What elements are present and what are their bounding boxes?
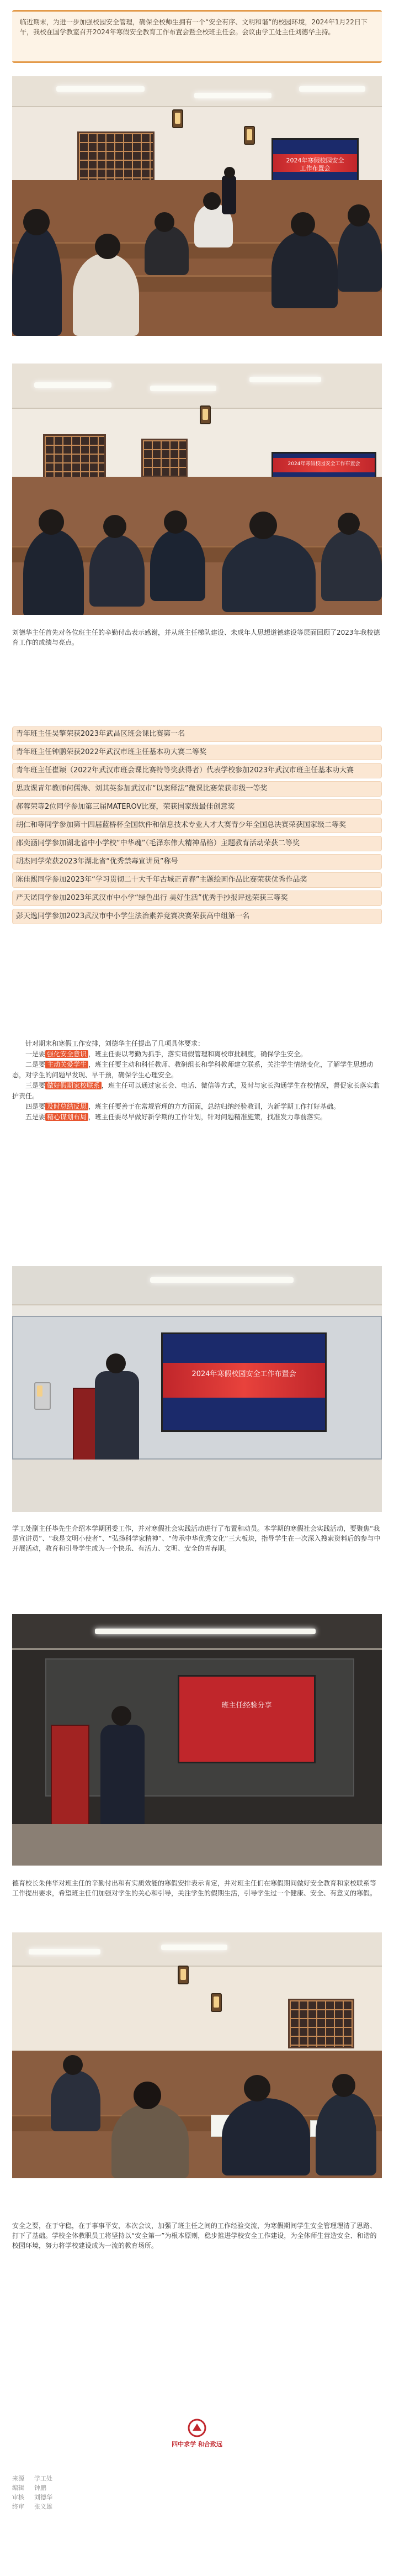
- credit-row: 终审 张义雄: [12, 2503, 52, 2510]
- requirement-item: 二是要 主动关爱学生 ，班主任要主动和科任教师、教研组长和学科教师建立联系，关注学生情绪变化，了解学生思想动态，对学生的问题早发现、早干预，确保学生心理安全。: [12, 1061, 374, 1079]
- caption-1-text: 刘德华主任首先对各位班主任的辛勤付出表示感谢，并从班主任梯队建设、未成年人思想道德建设等层面回顾了2023年我校德育工作的成绩与亮点。: [12, 629, 380, 646]
- intro-text: 临近期末，为进一步加强校园安全管理，确保全校师生拥有一个“安全有序、文明和谐”的校园环境，2024年1月22日下午，我校在国学教室召开2024年寒假安全教育工作布置会暨全校班主任会。会议由学工处主任刘德华主持。: [20, 18, 368, 36]
- highlight-tag: 主动关爱学生: [45, 1061, 88, 1068]
- screen-title-4: 班主任经验分享: [221, 1701, 272, 1710]
- award-item: 邵奕涵同学参加湖北省中小学校“中华魂”（毛泽东伟大精神品格）主题教育活动荣获二等奖: [12, 836, 382, 851]
- meeting-photo-3: [12, 1266, 382, 1512]
- logo-slogan: 四中求学 和合致远: [172, 2441, 222, 2448]
- requirements-intro: 针对期末和寒假工作安排，刘德华主任提出了几项具体要求：: [25, 1040, 205, 1047]
- award-item: 彭天逸同学参加2023武汉市中小学生法治素养竞赛决赛荣获高中组第一名: [12, 909, 382, 924]
- screen-title-2: 2024年寒假校园安全工作布置会: [287, 461, 360, 467]
- screen-title-3: 2024年寒假校园安全工作布置会: [191, 1370, 296, 1379]
- credit-row: 编辑 钟鹏: [12, 2484, 46, 2491]
- credit-row: 来源 学工处: [12, 2475, 52, 2482]
- requirements-section: [12, 1039, 382, 1123]
- credit-row: 审核 刘德华: [12, 2494, 52, 2501]
- caption-4: [12, 2221, 382, 2251]
- award-list: [12, 726, 382, 927]
- school-logo: [166, 2419, 228, 2448]
- screen-title: 2024年寒假校园安全工作布置会: [286, 156, 344, 172]
- award-item: 胡仁和等同学参加第十四届蓝桥杯全国软件和信息技术专业人才大赛青少年全国总决赛荣获国家级二等奖: [12, 818, 382, 833]
- highlight-tag: 做好假期家校联系: [45, 1082, 102, 1089]
- caption-1: [12, 628, 382, 647]
- article-credits: [12, 2474, 178, 2511]
- requirement-item: 四是要 及时总结反思 ，班主任要善于在常规管理的方方面面，总结归纳经验教训，为新学期工作打好基础。: [25, 1103, 340, 1110]
- highlight-tag: 精心谋划布局: [45, 1113, 88, 1121]
- caption-4-text: 安全之要，在于守稳，在于事事平安，本次会议，加强了班主任之间的工作经验交流，为寒假期间学生安全管理理清了思路、打下了基础。学校全体教职员工将坚持以“安全第一”为根本原则，稳步推进学校安全工作建设，为全体师生营造安全、和谐的校园环境，努力将学校建设成为一流的教育场所。: [12, 2222, 377, 2250]
- requirement-item: 三是要 做好假期家校联系 ，班主任可以通过家长会、电话、微信等方式，及时与家长沟通学生在校情况，督促家长落实监护责任。: [12, 1082, 380, 1100]
- projection-screen-2: [271, 452, 376, 478]
- school-logo-icon: [188, 2419, 206, 2437]
- projection-screen-3: [161, 1332, 327, 1432]
- meeting-photo-1: [12, 76, 382, 336]
- award-item: 思政课青年教师何儒涛、刘其英参加武汉市“以案释法”微课比赛荣获市级一等奖: [12, 781, 382, 797]
- projection-screen-4: [178, 1675, 316, 1763]
- meeting-photo-2: [12, 364, 382, 615]
- caption-3: [12, 1878, 382, 1898]
- award-item: 青年班主任吴擎荣获2023年武昌区班会课比赛第一名: [12, 726, 382, 742]
- highlight-tag: 强化安全意识: [45, 1050, 88, 1058]
- award-item: 陈佳熙同学参加2023年“学习贯彻二十大千年古城正青春”主题绘画作品比赛荣获优秀作品奖: [12, 872, 382, 888]
- meeting-photo-4: [12, 1614, 382, 1866]
- meeting-photo-5: [12, 1932, 382, 2178]
- requirement-item: 五是要 精心谋划布局 ，班主任要尽早做好新学期的工作计划，针对问题精准施策，找准发力靠前落实。: [25, 1113, 327, 1121]
- award-item: 严天诺同学参加2023年武汉市中小学“绿色出行 美好生活”优秀手抄报评选荣获三等奖: [12, 891, 382, 906]
- highlight-tag: 及时总结反思: [45, 1103, 88, 1110]
- award-item: 郝蓉荣等2位同学参加第三届MATEROV比赛，荣获国家级最佳创意奖: [12, 799, 382, 815]
- requirement-item: 一是要 强化安全意识 ，班主任要以考勤为抓手，落实请假管理和离校审批制度，确保学生安全。: [25, 1050, 307, 1058]
- award-item: 胡杰同学荣获2023年湖北省“优秀禁毒宣讲员”称号: [12, 854, 382, 870]
- award-item: 青年班主任钟鹏荣获2022年武汉市班主任基本功大赛二等奖: [12, 745, 382, 760]
- caption-2: [12, 1524, 382, 1553]
- caption-2-text: 学工处副主任毕先生介绍本学期团委工作，并对寒假社会实践活动进行了布置和动员。本学期的寒假社会实践活动，要聚焦“我是宣讲员”、“我是文明小使者”、“弘扬科学家精神”、“传承中华优秀文化”三大板块，指导学生在一次深入搜索资料后的参与中开展活动，教育和引导学生成为一个快乐、有活力、文明、安全的青春期。: [12, 1525, 381, 1552]
- intro-box: [12, 10, 382, 63]
- caption-3-text: 德育校长朱伟华对班主任的辛勤付出和有实质效能的寒假安排表示肯定，并对班主任们在寒假期间做好安全教育和家校联系等工作提出要求，希望班主任们加强对学生的关心和引导，关注学生的假期生活，引导学生过一个健康、安全、有意义的寒假。: [12, 1879, 377, 1897]
- award-item: 青年班主任崔颖（2022年武汉市班会课比赛特等奖获得者）代表学校参加2023年武汉市班主任基本功大赛: [12, 763, 382, 778]
